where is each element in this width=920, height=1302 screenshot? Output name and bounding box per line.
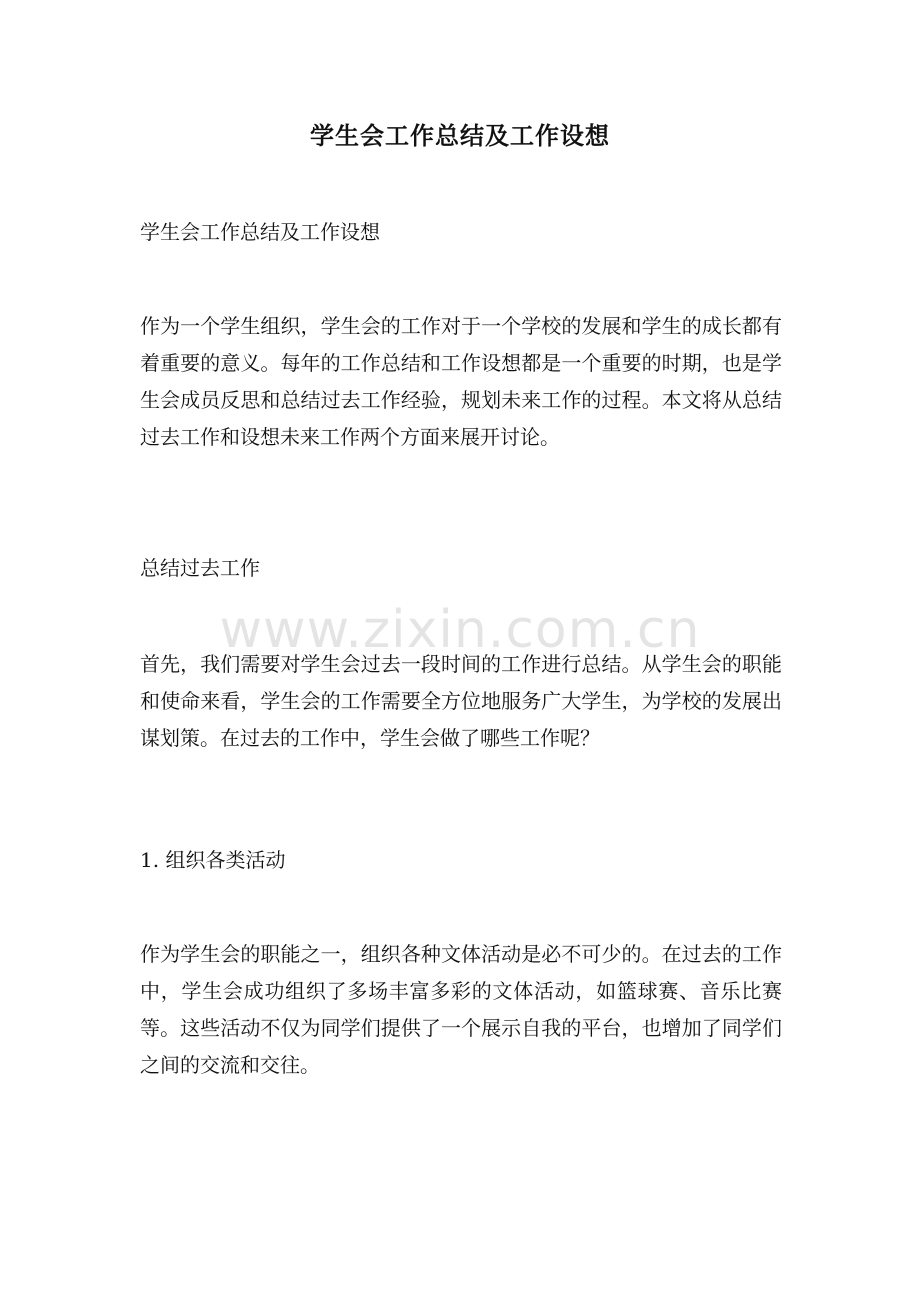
intro-paragraph: 作为一个学生组织，学生会的工作对于一个学校的发展和学生的成长都有着重要的意义。每年的工作总结和工作设想都是一个重要的时期，也是学生会成员反思和总结过去工作经验，规划未来工作的过程。本文将从总结过去工作和设想未来工作两个方面来展开讨论。 [140,314,782,449]
list-item-heading-activities: 1. 组织各类活动 [140,848,286,872]
document-title: 学生会工作总结及工作设想 [310,121,610,150]
list-item-paragraph-activities: 作为学生会的职能之一，组织各种文体活动是必不可少的。在过去的工作中，学生会成功组织了多场丰富多彩的文体活动，如篮球赛、音乐比赛等。这些活动不仅为同学们提供了一个展示自我的平台，也增加了同学们之间的交流和交往。 [140,942,782,1077]
section-heading-past-work: 总结过去工作 [140,556,260,580]
document-subtitle: 学生会工作总结及工作设想 [140,220,380,244]
section-paragraph-past-work: 首先，我们需要对学生会过去一段时间的工作进行总结。从学生会的职能和使命来看，学生会的工作需要全方位地服务广大学生，为学校的发展出谋划策。在过去的工作中，学生会做了哪些工作呢？ [140,652,782,750]
watermark-text: www.zixin.com.cn [219,600,701,660]
